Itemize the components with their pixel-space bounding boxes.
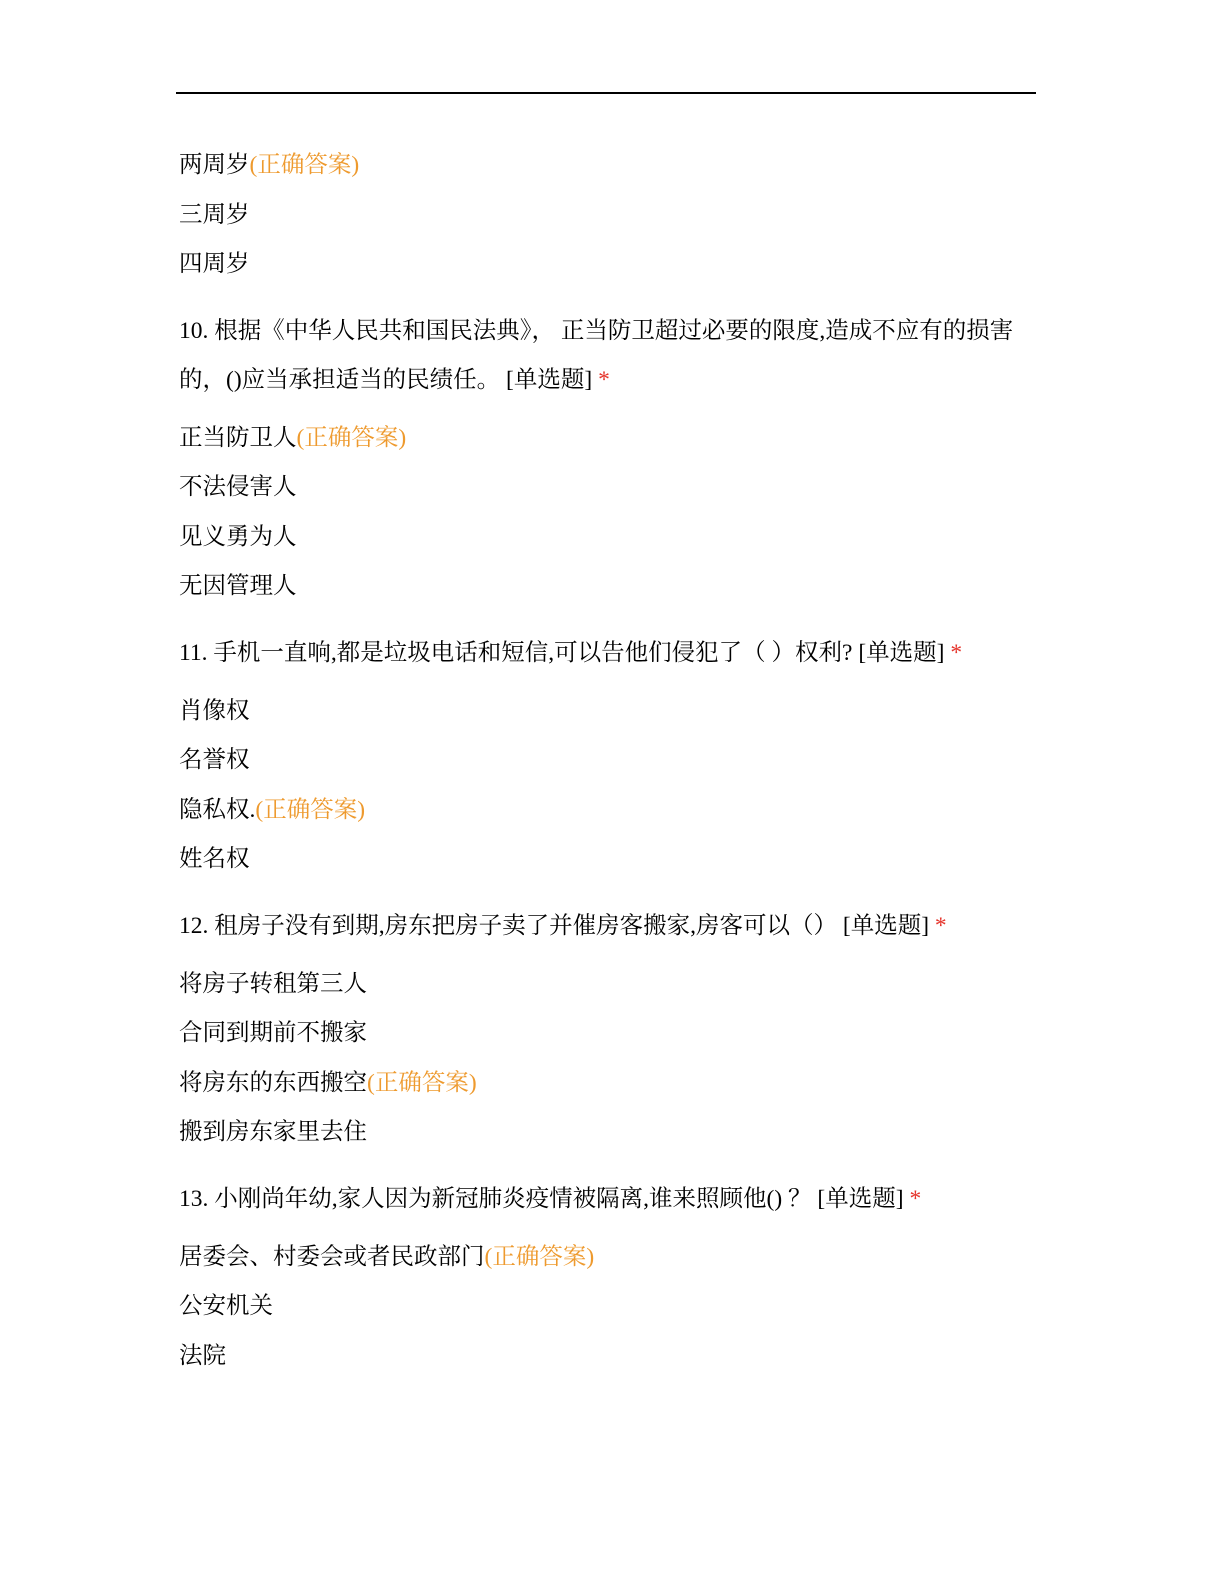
option-text: 两周岁: [179, 152, 250, 178]
correct-answer-mark: (正确答案): [367, 1069, 477, 1096]
option-text: 不法侵害人: [179, 474, 297, 500]
question-text: 租房子没有到期,房东把房子卖了并催房客搬家,房客可以（）: [214, 913, 837, 940]
option-text: 公安机关: [179, 1293, 273, 1319]
question-12-option-a: [179, 960, 1037, 1010]
prev-question-option-a: [179, 141, 1037, 191]
required-asterisk: *: [934, 913, 947, 940]
question-10: [179, 307, 1037, 405]
option-text: 隐私权.: [179, 796, 256, 823]
question-13-option-b: [179, 1282, 1037, 1332]
question-13-option-c: [179, 1332, 1037, 1382]
top-divider: [176, 92, 1036, 94]
prev-question-option-c: [179, 240, 1037, 290]
option-text: 名誉权: [179, 747, 250, 773]
document-body: [179, 141, 1037, 1381]
required-asterisk: *: [909, 1186, 922, 1213]
option-text: 将房东的东西搬空: [179, 1069, 367, 1096]
correct-answer-mark: (正确答案): [484, 1243, 595, 1270]
question-11-option-d: [179, 835, 1037, 885]
option-text: 合同到期前不搬家: [179, 1020, 367, 1046]
option-text: 无因管理人: [179, 573, 297, 599]
question-type: [单选题]: [506, 367, 593, 394]
prev-question-option-b: [179, 191, 1037, 241]
option-text: 搬到房东家里去住: [179, 1119, 367, 1145]
question-12-option-c: [179, 1059, 1037, 1109]
question-11-option-c: [179, 786, 1037, 836]
question-11-option-a: [179, 687, 1037, 737]
question-type: [单选题]: [858, 640, 945, 667]
option-text: 四周岁: [179, 251, 250, 277]
option-text: 法院: [179, 1342, 226, 1369]
option-text: 姓名权: [179, 846, 250, 872]
correct-answer-mark: (正确答案): [296, 424, 407, 451]
question-number: 10.: [179, 318, 209, 345]
question-type: [单选题]: [817, 1186, 904, 1213]
question-type: [单选题]: [842, 913, 930, 940]
correct-answer-mark: (正确答案): [255, 796, 366, 823]
question-10-option-d: [179, 562, 1037, 612]
required-asterisk: *: [598, 367, 610, 394]
question-11: [179, 629, 1037, 678]
question-number: 12.: [179, 913, 209, 940]
question-text: 小刚尚年幼,家人因为新冠肺炎疫情被隔离,谁来照顾他() ？: [214, 1186, 812, 1213]
question-10-option-c: [179, 513, 1037, 563]
question-10-option-b: [179, 463, 1037, 513]
option-text: 三周岁: [179, 201, 250, 228]
option-text: 肖像权: [179, 697, 250, 724]
option-text: 将房子转租第三人: [179, 970, 367, 997]
required-asterisk: *: [950, 640, 963, 667]
question-text: 手机一直响,都是垃圾电话和短信,可以告他们侵犯了（ ）权利?: [213, 640, 853, 667]
question-number: 11.: [179, 640, 208, 667]
question-12-option-b: [179, 1009, 1037, 1059]
question-12: [179, 902, 1037, 951]
option-text: 正当防卫人: [179, 424, 297, 451]
option-text: 居委会、村委会或者民政部门: [179, 1243, 485, 1270]
question-text: 根据《中华人民共和国民法典》， 正当防卫超过必要的限度,造成不应有的损害的，()应当承担适当的民绩任。: [179, 318, 1014, 394]
correct-answer-mark: (正确答案): [249, 152, 360, 178]
question-number: 13.: [179, 1186, 209, 1213]
question-13: [179, 1175, 1037, 1224]
question-12-option-d: [179, 1108, 1037, 1158]
question-10-option-a: [179, 414, 1037, 464]
option-text: 见义勇为人: [179, 523, 297, 550]
question-13-option-a: [179, 1233, 1037, 1283]
question-11-option-b: [179, 736, 1037, 786]
